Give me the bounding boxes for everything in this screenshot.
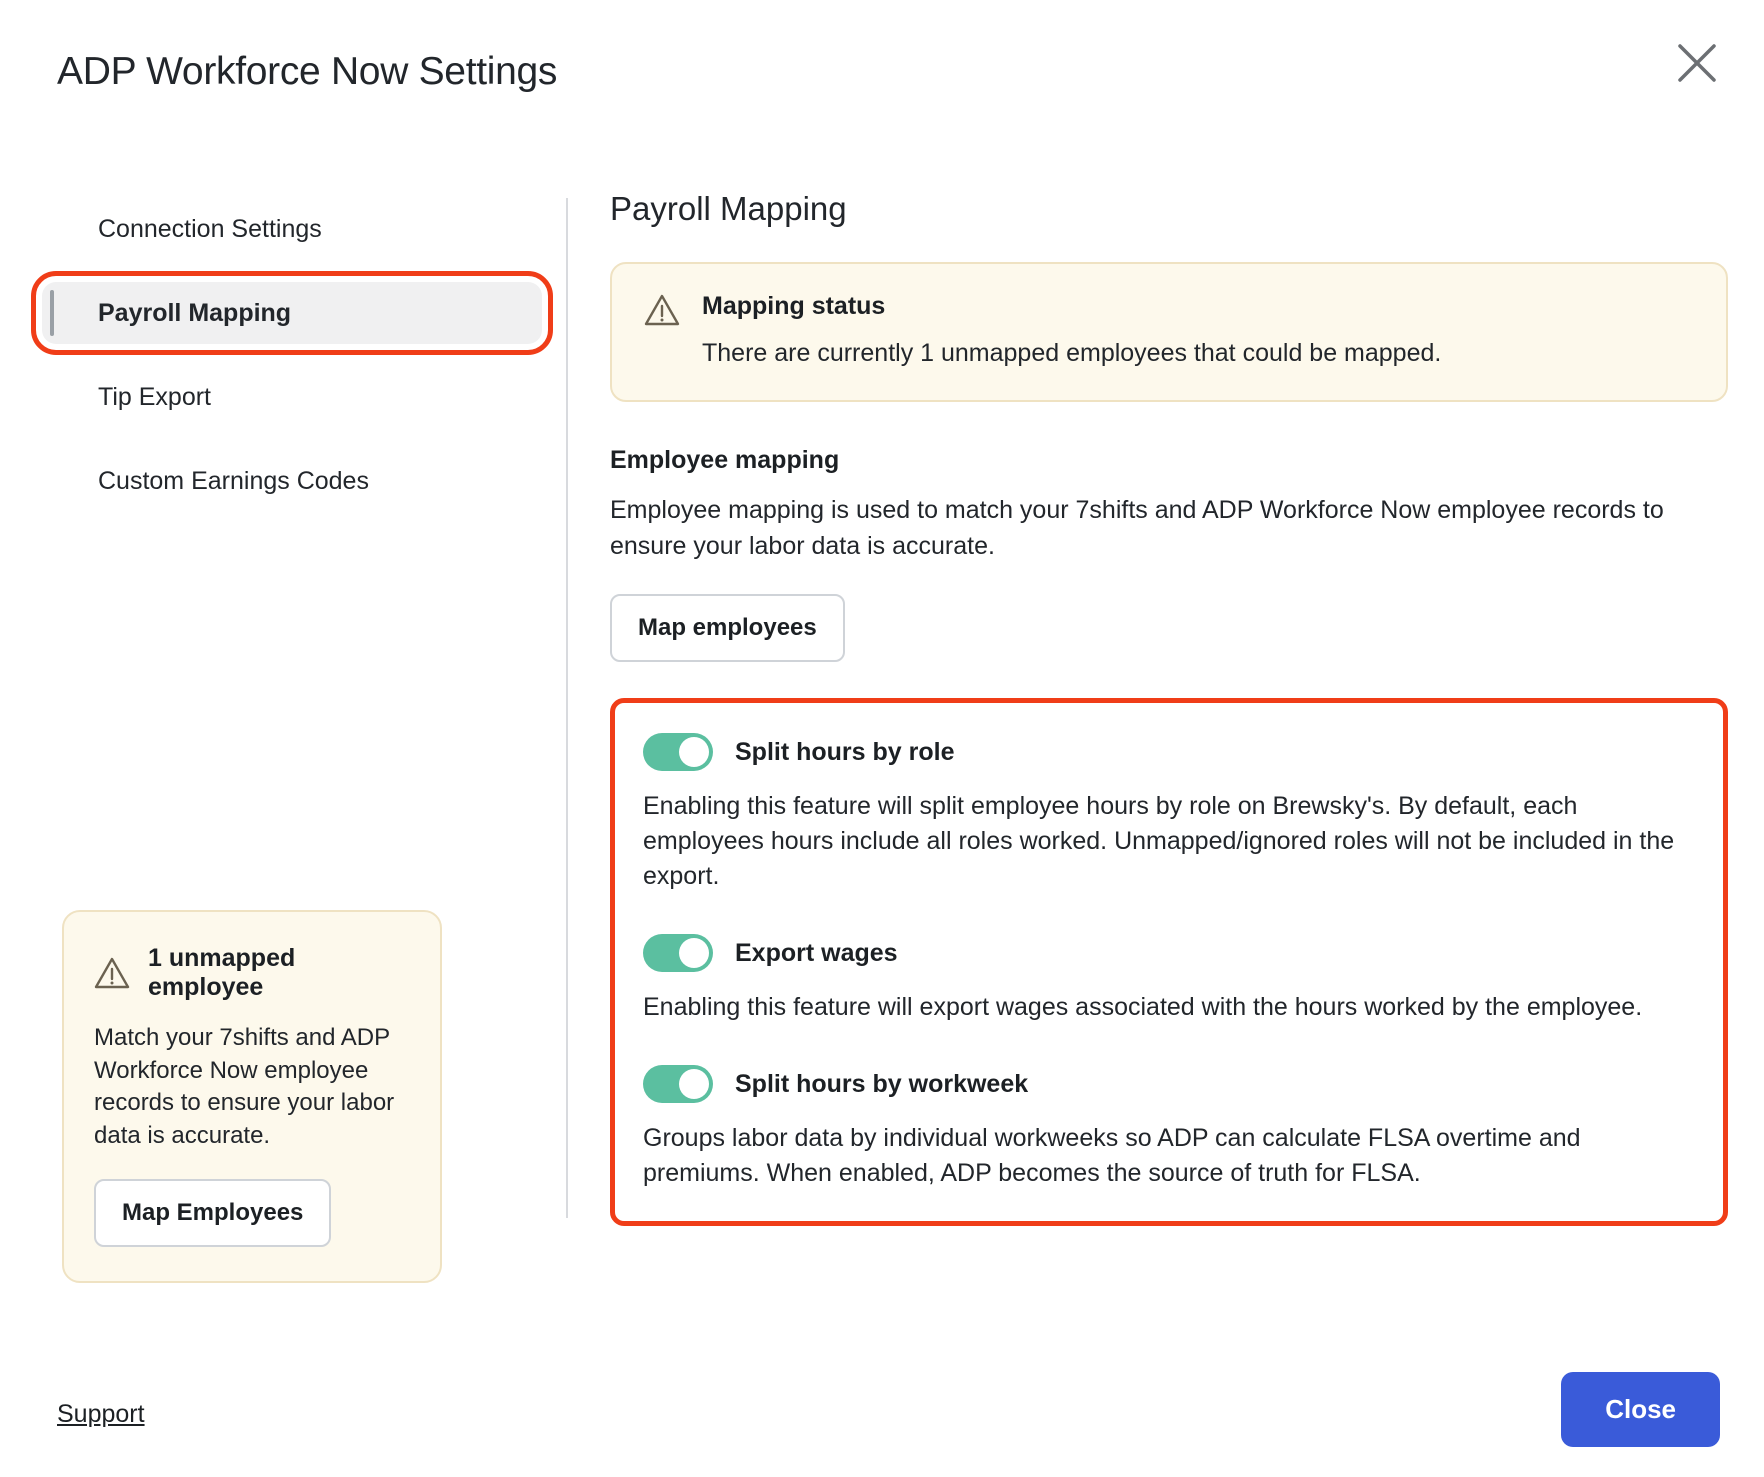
employee-mapping-label: Employee mapping	[610, 446, 840, 474]
toggle-knob	[679, 1069, 709, 1099]
toggle-block-export-wages	[643, 934, 1695, 1025]
toggle-description: Groups labor data by individual workweeks so ADP can calculate FLSA overtime and premiums. When enabled, ADP becomes the source of truth for FLSA.	[643, 1124, 1581, 1187]
sidebar-item-label: Payroll Mapping	[98, 298, 292, 327]
mapping-status-title: Mapping status	[702, 292, 886, 320]
modal-body	[0, 150, 1764, 1317]
map-employees-button[interactable]: Map employees	[610, 594, 845, 662]
map-employees-button-sidebar[interactable]: Map Employees	[94, 1179, 331, 1247]
toggle-block-split-hours-by-workweek	[643, 1065, 1695, 1191]
toggle-row	[643, 1065, 1695, 1103]
toggle-export-wages[interactable]	[643, 934, 713, 972]
toggle-row	[643, 934, 1695, 972]
sidebar-item-label: Custom Earnings Codes	[98, 466, 369, 495]
mapping-status-banner	[610, 262, 1728, 402]
modal-header	[0, 0, 1764, 150]
panel-title: Payroll Mapping	[610, 190, 847, 227]
toggle-split-hours-by-role[interactable]	[643, 733, 713, 771]
toggle-label: Export wages	[735, 938, 898, 967]
toggle-label: Split hours by role	[735, 737, 955, 766]
toggle-row	[643, 733, 1695, 771]
toggle-knob	[679, 938, 709, 968]
modal-footer	[0, 1317, 1764, 1477]
toggle-description: Enabling this feature will split employee hours by role on Brewsky's. By default, each employees hours include all roles worked. Unmapped/ignored roles will not be included in the export.	[643, 792, 1675, 890]
mapping-status-text: There are currently 1 unmapped employees that could be mapped.	[702, 339, 1442, 367]
payroll-mapping-panel	[610, 190, 1728, 1226]
close-icon[interactable]	[1674, 40, 1720, 86]
toggle-description: Enabling this feature will export wages associated with the hours worked by the employee.	[643, 993, 1643, 1021]
vertical-divider	[566, 198, 568, 1218]
sidebar-item-tip-export[interactable]	[42, 366, 542, 428]
employee-mapping-description: Employee mapping is used to match your 7shifts and ADP Workforce Now employee records to ensure your labor data is accurate.	[610, 496, 1664, 560]
page-title: ADP Workforce Now Settings	[57, 50, 558, 93]
sidebar-item-custom-earnings-codes[interactable]	[42, 450, 542, 512]
warning-triangle-icon	[644, 292, 680, 328]
toggle-knob	[679, 737, 709, 767]
toggle-label: Split hours by workweek	[735, 1069, 1029, 1098]
sidebar-item-connection-settings[interactable]	[42, 198, 542, 260]
sidebar-item-payroll-mapping[interactable]	[42, 282, 542, 344]
unmapped-employee-card-header	[94, 944, 410, 1002]
support-link[interactable]: Support	[57, 1400, 145, 1428]
warning-triangle-icon	[94, 955, 130, 991]
close-button[interactable]: Close	[1561, 1372, 1720, 1447]
toggle-block-split-hours-by-role	[643, 733, 1695, 894]
unmapped-employee-card-text: Match your 7shifts and ADP Workforce Now employee records to ensure your labor data is accurate.	[94, 1024, 395, 1149]
export-options-group	[610, 698, 1728, 1226]
toggle-split-hours-by-workweek[interactable]	[643, 1065, 713, 1103]
sidebar-item-label: Tip Export	[98, 382, 212, 411]
unmapped-employee-card-title: 1 unmapped employee	[148, 944, 296, 1001]
sidebar-item-label: Connection Settings	[98, 214, 322, 243]
unmapped-employee-card	[62, 910, 442, 1283]
settings-nav	[42, 198, 542, 534]
